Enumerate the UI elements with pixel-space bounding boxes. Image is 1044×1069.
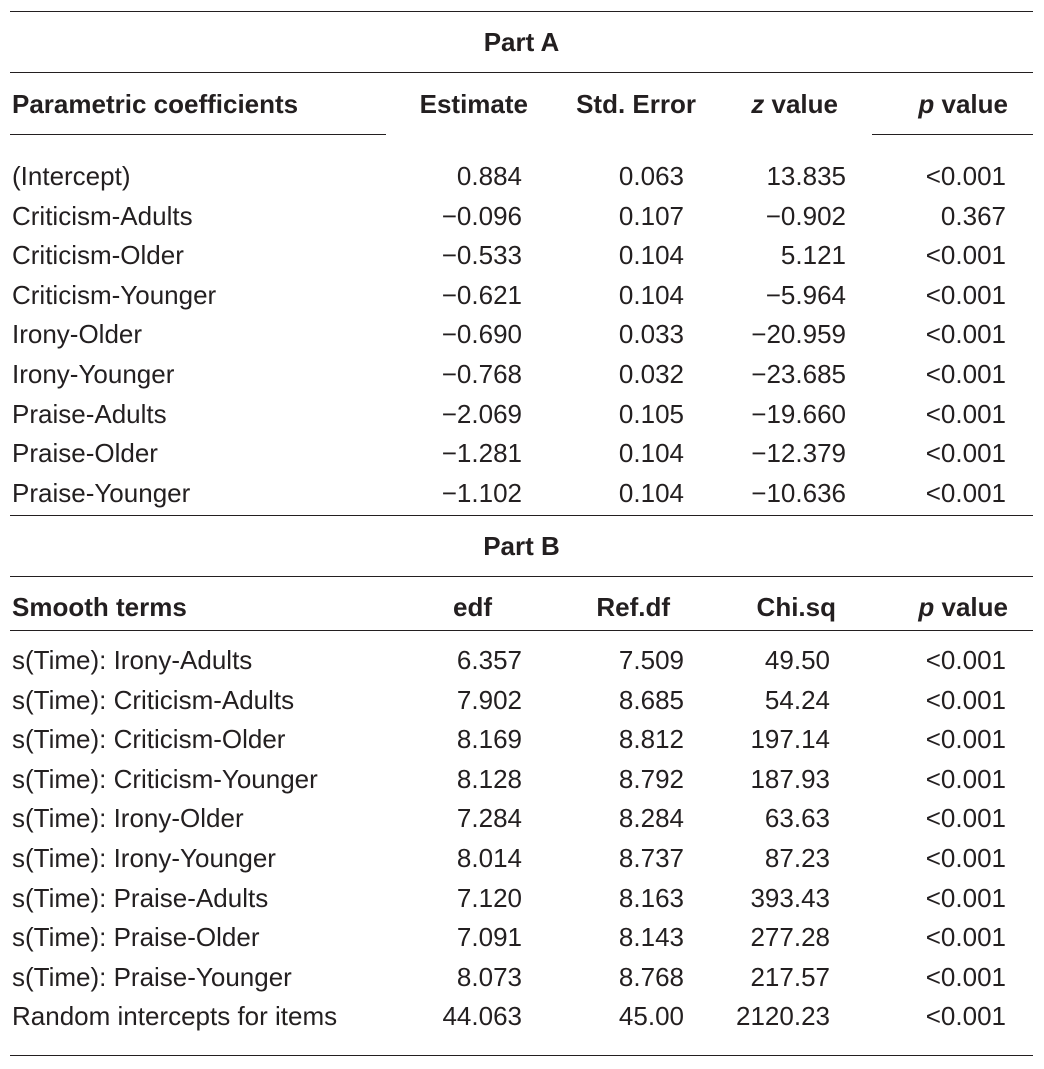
smooth-chi-sq: 87.23 bbox=[764, 843, 830, 873]
coef-estimate: 0.884 bbox=[456, 161, 522, 191]
coef-std-error: 0.107 bbox=[618, 200, 684, 231]
smooth-edf: 7.091 bbox=[456, 922, 522, 953]
header-smooth-terms: Smooth terms bbox=[12, 592, 187, 622]
header-ref-df: Ref.df bbox=[596, 592, 670, 622]
smooth-term: s(Time): Criticism-Older bbox=[12, 724, 286, 755]
header-p-value-a bbox=[860, 89, 1008, 119]
smooth-p-value: <0.001 bbox=[925, 1001, 1006, 1032]
coef-z-value: −23.685 bbox=[751, 359, 846, 389]
coef-term: Praise-Younger bbox=[12, 477, 191, 508]
coef-estimate: −0.533 bbox=[441, 240, 522, 271]
coef-estimate: −0.096 bbox=[441, 200, 522, 231]
coef-term: Praise-Older bbox=[12, 438, 158, 469]
coef-term: Criticism-Adults bbox=[12, 200, 193, 231]
coef-estimate: −1.102 bbox=[441, 477, 522, 508]
coef-std-error: 0.033 bbox=[618, 319, 684, 350]
part-a-title: Part A bbox=[483, 27, 560, 57]
coef-term: (Intercept) bbox=[12, 161, 131, 191]
coef-p-value: <0.001 bbox=[925, 477, 1006, 508]
smooth-term: s(Time): Irony-Adults bbox=[12, 645, 253, 675]
header-p-italic-a: p bbox=[918, 89, 935, 119]
smooth-term: s(Time): Criticism-Adults bbox=[12, 684, 295, 715]
part-a-title-rule bbox=[10, 72, 1033, 73]
coef-std-error: 0.105 bbox=[618, 398, 684, 429]
bottom-rule bbox=[10, 1055, 1033, 1056]
part-b-header-rule bbox=[10, 630, 1033, 631]
part-a-header-rule-right bbox=[872, 134, 1033, 135]
smooth-p-value: <0.001 bbox=[925, 724, 1006, 755]
coef-z-value: −5.964 bbox=[765, 279, 846, 310]
header-edf: edf bbox=[453, 592, 492, 622]
coef-z-value: 13.835 bbox=[766, 161, 846, 191]
smooth-chi-sq: 277.28 bbox=[750, 922, 830, 953]
smooth-ref-df: 8.143 bbox=[618, 922, 684, 953]
smooth-term: s(Time): Praise-Adults bbox=[12, 882, 269, 913]
coef-estimate: −0.690 bbox=[441, 319, 522, 350]
smooth-p-value: <0.001 bbox=[925, 843, 1006, 873]
smooth-edf: 8.073 bbox=[456, 961, 522, 992]
smooth-edf: 7.284 bbox=[456, 803, 522, 834]
coef-p-value: <0.001 bbox=[925, 398, 1006, 429]
smooth-p-value: <0.001 bbox=[925, 882, 1006, 913]
coef-term: Praise-Adults bbox=[12, 398, 167, 429]
smooth-ref-df: 8.792 bbox=[618, 763, 684, 794]
coef-z-value: −0.902 bbox=[765, 200, 846, 231]
smooth-term: Random intercepts for items bbox=[12, 1001, 338, 1032]
coef-std-error: 0.104 bbox=[618, 477, 684, 508]
smooth-chi-sq: 217.57 bbox=[750, 961, 830, 992]
coef-std-error: 0.104 bbox=[618, 438, 684, 469]
coef-term: Criticism-Younger bbox=[12, 279, 217, 310]
coef-estimate: −2.069 bbox=[441, 398, 522, 429]
smooth-ref-df: 8.284 bbox=[618, 803, 684, 834]
part-a-header-rule-left bbox=[10, 134, 386, 135]
coef-term: Criticism-Older bbox=[12, 240, 184, 271]
smooth-ref-df: 8.768 bbox=[618, 961, 684, 992]
header-p-rest-a: value bbox=[934, 89, 1008, 119]
coef-z-value: −12.379 bbox=[751, 438, 846, 469]
coef-estimate: −0.621 bbox=[441, 279, 522, 310]
coef-p-value: <0.001 bbox=[925, 359, 1006, 389]
smooth-edf: 7.902 bbox=[456, 684, 522, 715]
coef-std-error: 0.063 bbox=[618, 161, 684, 191]
smooth-term: s(Time): Irony-Younger bbox=[12, 843, 276, 873]
smooth-p-value: <0.001 bbox=[925, 961, 1006, 992]
smooth-chi-sq: 197.14 bbox=[750, 724, 830, 755]
smooth-term: s(Time): Irony-Older bbox=[12, 803, 244, 834]
smooth-p-value: <0.001 bbox=[925, 645, 1006, 675]
part-b-title-rule bbox=[10, 576, 1033, 577]
smooth-edf: 7.120 bbox=[456, 882, 522, 913]
coef-term: Irony-Younger bbox=[12, 359, 175, 389]
top-rule bbox=[10, 11, 1033, 12]
smooth-edf: 6.357 bbox=[456, 645, 522, 675]
coef-estimate: −0.768 bbox=[441, 359, 522, 389]
coef-std-error: 0.104 bbox=[618, 240, 684, 271]
smooth-p-value: <0.001 bbox=[925, 763, 1006, 794]
header-p-italic-b: p bbox=[918, 592, 935, 622]
coef-estimate: −1.281 bbox=[441, 438, 522, 469]
coef-p-value: 0.367 bbox=[940, 200, 1006, 231]
coef-p-value: <0.001 bbox=[925, 319, 1006, 350]
coef-std-error: 0.104 bbox=[618, 279, 684, 310]
smooth-ref-df: 8.163 bbox=[618, 882, 684, 913]
smooth-ref-df: 7.509 bbox=[618, 645, 684, 675]
coef-z-value: 5.121 bbox=[780, 240, 846, 271]
smooth-chi-sq: 2120.23 bbox=[736, 1001, 830, 1032]
part-b-title: Part B bbox=[483, 531, 560, 561]
smooth-term: s(Time): Praise-Older bbox=[12, 922, 260, 953]
smooth-ref-df: 45.00 bbox=[618, 1001, 684, 1032]
smooth-ref-df: 8.812 bbox=[618, 724, 684, 755]
smooth-chi-sq: 63.63 bbox=[764, 803, 830, 834]
smooth-p-value: <0.001 bbox=[925, 803, 1006, 834]
smooth-edf: 8.169 bbox=[456, 724, 522, 755]
smooth-p-value: <0.001 bbox=[925, 922, 1006, 953]
coef-p-value: <0.001 bbox=[925, 161, 1006, 191]
coef-p-value: <0.001 bbox=[925, 279, 1006, 310]
header-parametric-coefficients: Parametric coefficients bbox=[12, 89, 299, 119]
part-a-bottom-rule bbox=[10, 515, 1033, 516]
coef-z-value: −10.636 bbox=[751, 477, 846, 508]
smooth-chi-sq: 54.24 bbox=[764, 684, 830, 715]
coef-z-value: −19.660 bbox=[751, 398, 846, 429]
coef-z-value: −20.959 bbox=[751, 319, 846, 350]
smooth-chi-sq: 49.50 bbox=[764, 645, 830, 675]
header-z-rest: value bbox=[764, 89, 838, 119]
header-p-rest-b: value bbox=[934, 592, 1008, 622]
smooth-edf: 8.014 bbox=[456, 843, 522, 873]
coef-term: Irony-Older bbox=[12, 319, 143, 350]
coef-std-error: 0.032 bbox=[618, 359, 684, 389]
smooth-ref-df: 8.685 bbox=[618, 684, 684, 715]
smooth-edf: 8.128 bbox=[456, 763, 522, 794]
coef-p-value: <0.001 bbox=[925, 438, 1006, 469]
smooth-term: s(Time): Praise-Younger bbox=[12, 961, 292, 992]
smooth-term: s(Time): Criticism-Younger bbox=[12, 763, 318, 794]
smooth-chi-sq: 187.93 bbox=[750, 763, 830, 794]
header-std-error: Std. Error bbox=[576, 89, 696, 119]
header-estimate: Estimate bbox=[419, 89, 528, 119]
coef-p-value: <0.001 bbox=[925, 240, 1006, 271]
header-chi-sq: Chi.sq bbox=[756, 592, 836, 622]
smooth-edf: 44.063 bbox=[442, 1001, 522, 1032]
smooth-ref-df: 8.737 bbox=[618, 843, 684, 873]
header-z-value bbox=[700, 89, 838, 119]
smooth-chi-sq: 393.43 bbox=[750, 882, 830, 913]
header-p-value-b bbox=[860, 592, 1008, 622]
smooth-p-value: <0.001 bbox=[925, 684, 1006, 715]
header-z-italic: z bbox=[751, 89, 765, 119]
